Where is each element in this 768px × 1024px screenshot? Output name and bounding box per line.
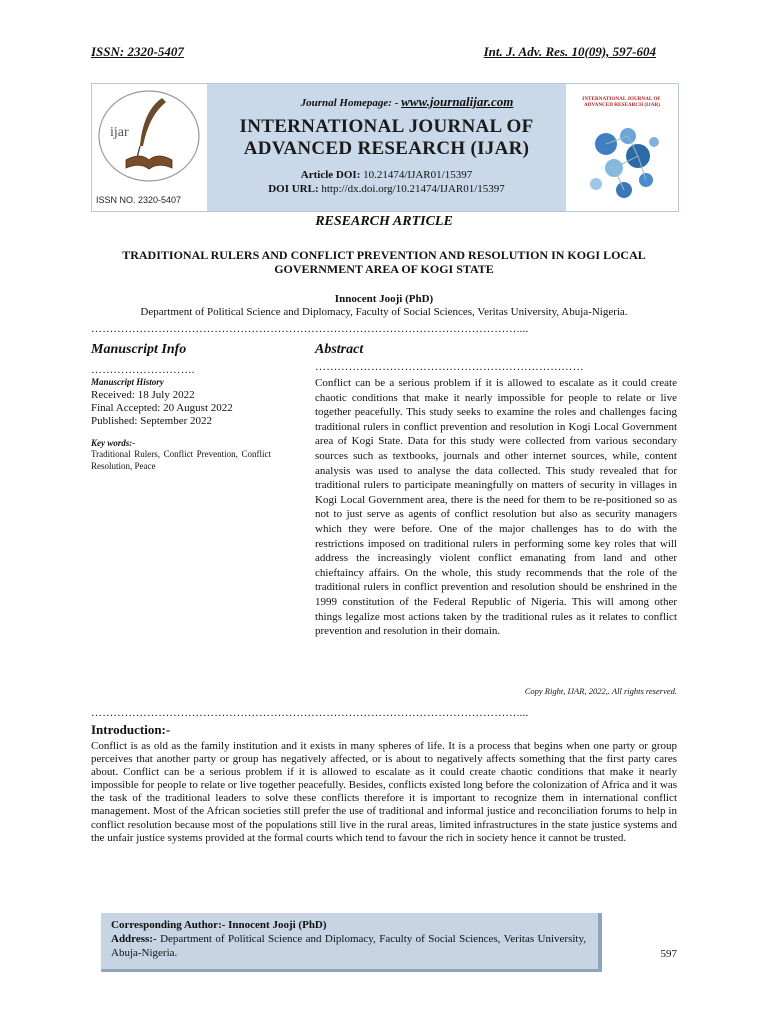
homepage-link[interactable]: www.journalijar.com [401, 94, 514, 109]
abstract-text: Conflict can be a serious problem if it is allowed to escalate as it could create chaotic conditions that make it nearly impossible for people to relate or live together peacefully. This study seeks to examine the roles and challenges facing traditional rulers in conflict prevention and resolution in Kogi Local Government area of Kogi State. Data for this study were collected from various secondary sources such as textbooks, journals and other internet sources, while, content analysis was used to analyse the data collected. This study revealed that for traditional rulers to participate meaningfully on matters of security in villages in Kogi Local Government area, there is the need for them to be re-positioned so as not to just serve as agents of conflict resolution but also as security managers which they were before. One of the major challenges has to do with the restrictions imposed on traditional rulers in performing some key roles that will address the increasingly violent conflict emanating from land and other chieftaincy affairs. On the whole, this study recommends that the role of the traditional rulers in conflict prevention and resolution should be enshrined in the 1999 constitution of the Federal Republic of Nigeria. This will among other things legalize most actions taken by the traditional rules as it relates to conflict prevention and resolution in their domain. [315, 377, 677, 638]
homepage-label: Journal Homepage: - [300, 97, 399, 109]
article-title: TRADITIONAL RULERS AND CONFLICT PREVENTION AND RESOLUTION IN KOGI LOCAL GOVERNMENT AREA OF KOGI STATE [122, 248, 646, 276]
article-type: RESEARCH ARTICLE [315, 214, 453, 229]
received-date: Received: 18 July 2022 [91, 388, 195, 401]
corresponding-author-box [101, 913, 602, 972]
journal-cover [566, 84, 678, 211]
ijar-logo [92, 84, 207, 211]
journal-homepage [262, 94, 552, 110]
copyright-notice: Copy Right, IJAR, 2022,. All rights reserved. [524, 686, 677, 696]
separator: …………………………………………………………………………………………………….... [91, 707, 529, 719]
accepted-date: Final Accepted: 20 August 2022 [91, 401, 233, 414]
doi-block [207, 168, 566, 196]
address-label: Address:- [111, 933, 157, 945]
page-number: 597 [660, 948, 677, 960]
issn-header: ISSN: 2320-5407 [91, 44, 184, 59]
separator: ……………………………………………………………… [315, 361, 584, 373]
manuscript-info-heading: Manuscript Info [91, 342, 187, 357]
cover-title: INTERNATIONAL JOURNAL OF ADVANCED RESEARCH (IJAR) [582, 96, 661, 108]
abstract-heading: Abstract [315, 342, 364, 357]
journal-banner [91, 83, 679, 212]
published-date: Published: September 2022 [91, 414, 212, 427]
logo-issn: ISSN NO. 2320-5407 [96, 195, 182, 205]
journal-cover-image [566, 84, 678, 211]
separator: …………………………………………………………………………………………………….... [91, 323, 529, 335]
doi-url-label: DOI URL: [268, 183, 319, 195]
keywords: Traditional Rulers, Conflict Prevention, Conflict Resolution, Peace [91, 449, 271, 471]
doi-label: Article DOI: [300, 169, 361, 181]
corresponding-name: Innocent Jooji (PhD) [228, 919, 327, 931]
separator: ………………………. [91, 364, 195, 376]
author-affiliation: Department of Political Science and Diplomacy, Faculty of Social Sciences, Veritas University, Abuja-Nigeria. [140, 306, 628, 318]
citation-header: Int. J. Adv. Res. 10(09), 597-604 [483, 44, 656, 59]
author-name: Innocent Jooji (PhD) [334, 293, 434, 305]
quill-book-icon [92, 84, 207, 194]
doi-url-link[interactable]: http://dx.doi.org/10.21474/IJAR01/15397 [321, 183, 505, 195]
keywords-label: Key words:- [91, 437, 136, 448]
corresponding-address: Department of Political Science and Diplomacy, Faculty of Social Sciences, Veritas University, Abuja-Nigeria. [111, 933, 586, 959]
introduction-heading: Introduction:- [91, 722, 171, 737]
introduction-text: Conflict is as old as the family institution and it exists in many spheres of life. It is a process that begins when one party or group perceives that another party or group has negatively affected, or is about to negatively affects something that the first party cares about. Conflict can be a serious problem if it is allowed to escalate as it could create chaotic conditions that make it nearly impossible for people to relate or live together peacefully. Besides, conflicts existed long before the colonization of Africa and it was the task of the traditional leaders to solve these conflicts therefore it is important to recognize them in international conflict management. Most of the African societies still prefer the use of traditional and informal justice and reconciliation forums to help in conflict resolution because most of the populations still live in the rural areas, limited infrastructures in the state justice systems and the unfair justice systems provided at the formal courts which tend to favour the rich in society hence it cannot be trusted. [91, 740, 677, 844]
manuscript-info [91, 377, 271, 472]
corresponding-label: Corresponding Author:- [111, 919, 226, 931]
logo-text: ijar [110, 125, 129, 140]
journal-name: INTERNATIONAL JOURNAL OF ADVANCED RESEARCH (IJAR) [239, 116, 534, 159]
manuscript-history-label: Manuscript History [91, 377, 164, 387]
doi-value: 10.21474/IJAR01/15397 [363, 169, 473, 181]
